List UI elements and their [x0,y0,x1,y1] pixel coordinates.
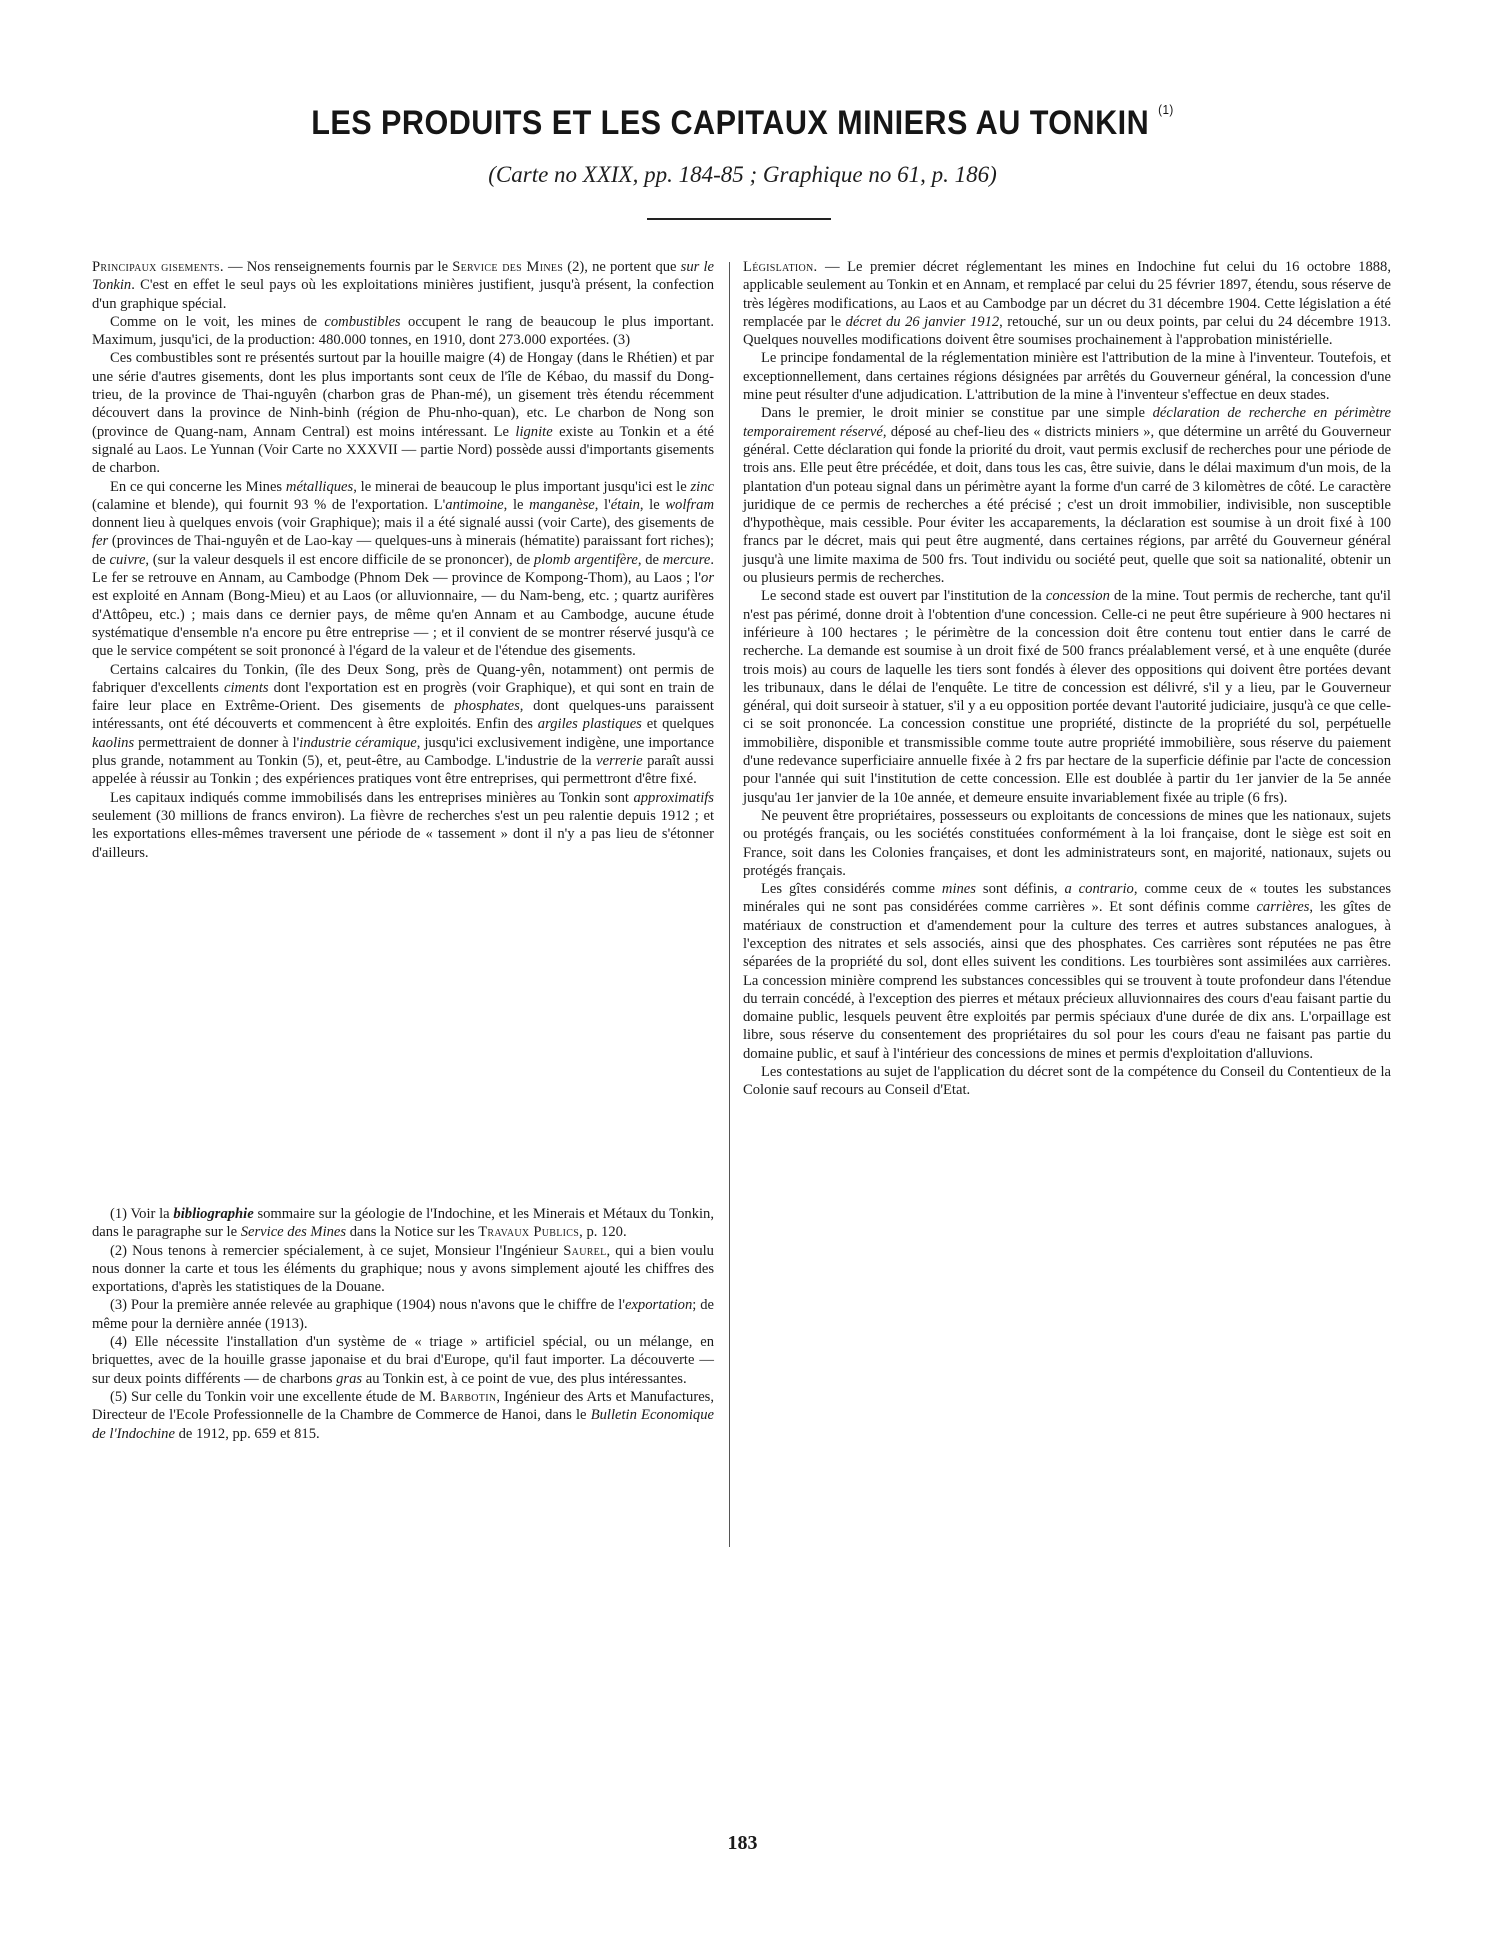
right-column [743,258,1391,1100]
paragraph-legislation: Législation. — Le premier décret réglementant les mines en Indochine fut celui du 16 octobre 1888, applicable seulement au Tonkin et en Annam, et remplacé par celui du 25 février 1897, étendu, sous réserve de très légères modifications, au Laos et au Cambodge par un décret du 31 décembre 1904. Cette législation a été remplacée par le décret du 26 janvier 1912, retouché, sur un ou deux points, par celui du 24 décembre 1913. Quelques nouvelles modifications doivent être soumises prochainement à l'approbation ministérielle. [743,259,1391,349]
footnote-5: (5) Sur celle du Tonkin voir une excellente étude de M. Barbotin, Ingénieur des Arts et Manufactures, Directeur de l'Ecole Professionnelle de la Chambre de Commerce de Hanoi, dans le Bulletin Economique de l'Indochine de 1912, pp. 659 et 815. [92,1388,714,1442]
paragraph-capitaux: Les capitaux indiqués comme immobilisés dans les entreprises minières au Tonkin sont approximatifs seulement (30 millions de francs environ). La fièvre de recherches s'est un peu ralentie depuis 1912 ; et les exportations elles-mêmes traversent une période de « tassement » dont il n'y a pas lieu de s'étonner d'ailleurs. [92,789,714,861]
title-footnote-marker: (1) [1158,102,1174,117]
paragraph-combustibles: Comme on le voit, les mines de combustibles occupent le rang de beaucoup le plus important. Maximum, jusqu'ici, de la production: 480.000 tonnes, en 1910, dont 273.000 exportées. (3) [92,313,714,349]
paragraph-calcaires: Certains calcaires du Tonkin, (île des Deux Song, près de Quang-yên, notamment) ont permis de fabriquer d'excellents ciments dont l'exportation est en progrès (voir Graphique), et qui sont en train de faire leur place en Extrême-Orient. Des gisements de phosphates, dont quelques-uns paraissent intéressants, ont été découverts et commencent à être exploités. Enfin des argiles plastiques et quelques kaolins permettraient de donner à l'industrie céramique, jusqu'ici exclusivement indigène, une importance plus grande, notamment au Tonkin (5), et, peut-être, au Cambodge. L'industrie de la verrerie paraît aussi appelée à réussir au Tonkin ; des expériences pratiques vont être entreprises, qui permettront d'être fixé. [92,661,714,788]
paragraph-principe: Le principe fondamental de la réglementation minière est l'attribution de la mine à l'inventeur. Toutefois, et exceptionnellement, dans certaines régions désignées par arrêtés du Gouverneur général, la concession d'une mine peut résulter d'une adjudication. L'attribution de la mine à l'inventeur s'effectue en deux stades. [743,350,1391,404]
footnotes [92,1205,714,1443]
paragraph-proprietaires: Ne peuvent être propriétaires, possesseurs ou exploitants de concessions de mines que les nationaux, sujets ou protégés français, ou les sociétés constituées conformément à la loi française, dont le siège est soit en France, soit dans les Colonies françaises, et dont les administrateurs sont, en majorité, nationaux, sujets ou protégés français. [743,807,1391,879]
paragraph-gisements: Principaux gisements. — Nos renseignements fournis par le Service des Mines (2), ne portent que sur le Tonkin. C'est en effet le seul pays où les exploitations minières justifient, jusqu'à présent, la confection d'un graphique spécial. [92,259,714,312]
paragraph-houille: Ces combustibles sont re présentés surtout par la houille maigre (4) de Hongay (dans le Rhétien) et par une série d'autres gisements, dont les plus importants sont ceux de l'île de Kébao, du massif du Dong-trieu, de la province de Thai-nguyên (charbon gras de Phan-mé), un gisement très étendu récemment découvert dans la province de Ninh-binh (région de Phu-nho-quan), etc. Le charbon de Nong son (province de Quang-nam, Annam Central) est moins intéressant. Le lignite existe au Tonkin et a été signalé au Laos. Le Yunnan (Voir Carte no XXXVII — partie Nord) possède aussi d'importants gisements de charbon. [92,350,714,477]
subtitle: (Carte no XXIX, pp. 184-85 ; Graphique no 61, p. 186) [488,162,997,187]
title-rule [647,218,831,220]
column-divider [729,262,730,1547]
paragraph-metalliques: En ce qui concerne les Mines métalliques, le minerai de beaucoup le plus important jusqu'ici est le zinc (calamine et blende), qui fournit 93 % de l'exportation. L'antimoine, le manganèse, l'étain, le wolfram donnent lieu à quelques envois (voir Graphique); mais il a été signalé aussi (voir Carte), des gisements de fer (provinces de Thai-nguyên et de Lao-kay — quelques-uns à minerais (hématite) paraissant fort riches); de cuivre, (sur la valeur desquels il est encore difficile de se prononcer), de plomb argentifère, de mercure. Le fer se retrouve en Annam, au Cambodge (Phnom Dek — province de Kompong-Thom), au Laos ; l'or est exploité en Annam (Bong-Mieu) et au Laos (or alluvionnaire, — du Nam-beng, etc. ; quartz aurifères d'Attôpeu, etc.) ; mais dans ce dernier pays, de même qu'en Annam et au Cambodge, aucune étude systématique d'ensemble n'a encore pu être entreprise — ; et il convient de se montrer réservé jusqu'à ce que le service compétent se soit prononcé à l'égard de la valeur et de l'étendue des gisements. [92,478,715,660]
paragraph-contestations: Les contestations au sujet de l'application du décret sont de la compétence du Conseil du Contentieux de la Colonie sauf recours au Conseil d'Etat. [743,1064,1391,1099]
paragraph-second-stade: Le second stade est ouvert par l'institution de la concession de la mine. Tout permis de recherche, tant qu'il n'est pas périmé, donne droit à l'obtention d'une concession. Celle-ci ne peut être supérieure à 900 hectares ni inférieure à 100 hectares ; le périmètre de la concession doit être contenu tout entier dans le carré de recherche. La demande est soumise à un droit fixé de 500 francs préalablement versé, et à une enquête (durée trois mois) au cours de laquelle les tiers sont fondés à élever des oppositions qui doivent être portées devant les tribunaux, dans le délai de l'enquête. Le titre de concession est délivré, s'il y a lieu, par le Gouverneur général, qui doit surseoir à statuer, s'il y a eu opposition portée devant l'autorité judiciaire, jusqu'à ce que celle-ci se soit prononcée. La concession constitue une propriété, distincte de la propriété du sol, perpétuelle immobilière, disponible et transmissible comme toute autre propriété immobilière, sous réserve du paiement d'une redevance superficiaire annuelle fixée à 2 frs par hectare de la superficie définie par l'acte de concession pour l'année qui suit l'institution de cette concession. Elle est doublée à partir du 1er janvier de la 5e année jusqu'au 1er janvier de la 10e année, et demeure ensuite invariablement fixée au triple (6 frs). [743,588,1391,806]
footnote-4: (4) Elle nécessite l'installation d'un système de « triage » artificiel spécial, ou un mélange, en briquettes, avec de la houille grasse japonaise et du brai d'Europe, qu'il faut importer. La découverte — sur deux points différents — de charbons gras au Tonkin est, à ce point de vue, des plus intéressantes. [92,1334,714,1387]
footnote-1: (1) Voir la bibliographie sommaire sur la géologie de l'Indochine, et les Minerais et Métaux du Tonkin, dans le paragraphe sur le Service des Mines dans la Notice sur les Travaux Publics, p. 120. [92,1206,714,1241]
footnote-2: (2) Nous tenons à remercier spécialement, à ce sujet, Monsieur l'Ingénieur Saurel, qui a bien voulu nous donner la carte et tous les éléments du graphique; nous y avons simplement ajouté les chiffres des exportations, d'après les statistiques de la Douane. [92,1242,714,1296]
page-number: 183 [727,1832,758,1854]
paragraph-gites: Les gîtes considérés comme mines sont définis, a contrario, comme ceux de « toutes les substances minérales qui ne sont pas considérées comme carrières ». Et sont définis comme carrières, les gîtes de matériaux de construction et d'amendement pour la culture des terres et autres substances analogues, à l'exception des nitrates et sels associés, ainsi que des phosphates. Ces carrières sont réputées ne pas être séparées de la propriété du sol, dont elles suivent les conditions. Les tourbières sont assimilées aux carrières. La concession minière comprend les substances concessibles qui se trouvent à toute profondeur dans l'étendue du terrain concédé, à l'exception des pierres et métaux précieux alluvionnaires des cours d'eau faisant partie du domaine public, lesquels peuvent être exploités par permis spéciaux d'une durée de dix ans. L'orpaillage est libre, sous réserve du consentement des propriétaires du sol pour les cours d'eau ne faisant pas partie du domaine public, et sauf à l'intérieur des concessions de mines et permis d'exploitation d'alluvions. [743,881,1392,1062]
footnote-3: (3) Pour la première année relevée au graphique (1904) nous n'avons que le chiffre de l'exportation; de même pour la dernière année (1913). [92,1297,714,1332]
paragraph-premier-stade: Dans le premier, le droit minier se constitue par une simple déclaration de recherche en périmètre temporairement réservé, déposé au chef-lieu des « districts miniers », que détermine un arrêté du Gouverneur général. Cette déclaration qui fonde la priorité du droit, vaut permis exclusif de recherches pour une période de trois ans. Elle peut être précédée, et doit, dans tous les cas, être suivie, dans le délai maximum d'un mois, de la plantation d'un poteau signal dans un périmètre ayant la forme d'un carré de 3 kilomètres de côté. Le caractère juridique de ce permis de recherches a été précisé ; c'est un droit immobilier, indivisible, non susceptible d'hypothèque, mais cessible. Pour éviter les accaparements, la déclaration est soumise à un droit fixé à 100 francs par le décret, mais qui peut être augmenté, dans certaines régions, par arrêté du Gouverneur général jusqu'à une limite maxima de 500 frs. Tout individu ou société peut, quelle que soit sa nationalité, obtenir un ou plusieurs permis de recherches. [743,405,1391,587]
left-column [92,258,714,862]
page-title: LES PRODUITS ET LES CAPITAUX MINIERS AU TONKIN $^{(1)}$ [311,102,1174,142]
